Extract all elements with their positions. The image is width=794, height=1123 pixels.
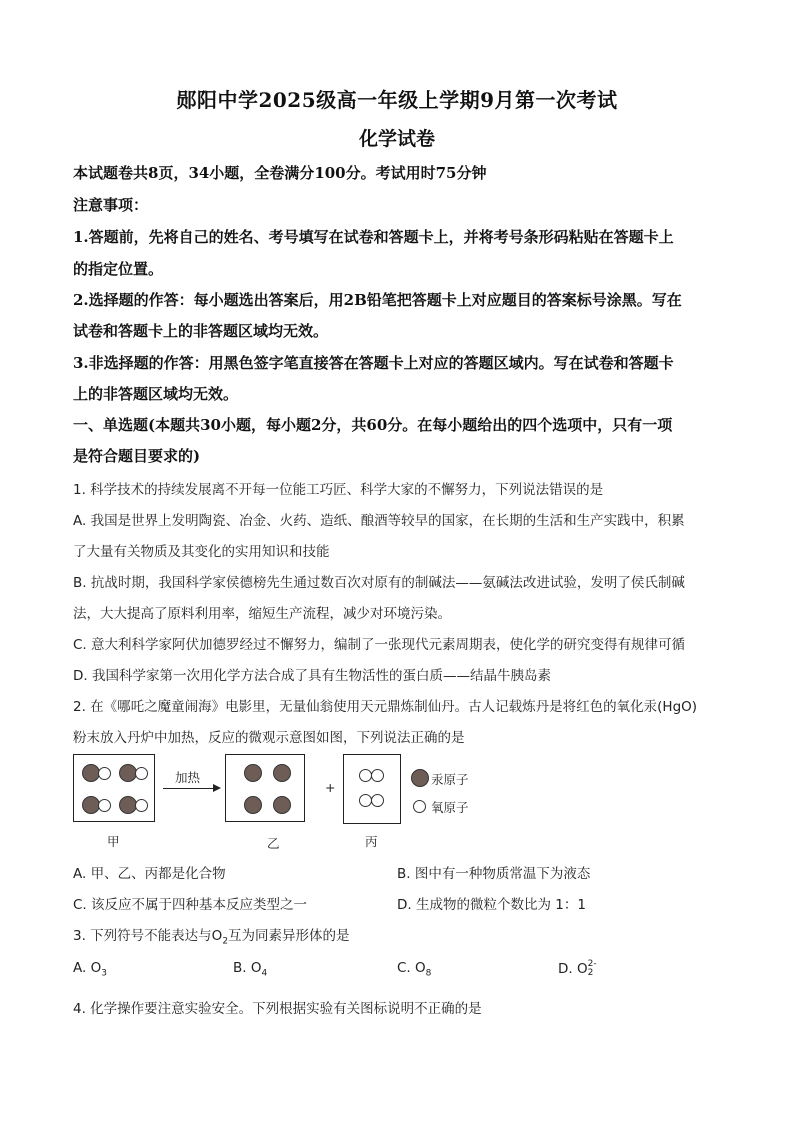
legend-o-icon (413, 800, 426, 813)
caption-bing: 丙 (365, 834, 378, 849)
notice-3-cont: 上的非答题区域均无效。 (73, 385, 239, 403)
q3-stem (73, 924, 733, 947)
legend-hg-label: 汞原子 (431, 772, 469, 787)
q3-stem-post: 互为同素异形体的是 (228, 928, 350, 944)
q1-stem: 1. 科学技术的持续发展离不开每一位能工巧匠、科学大家的不懈努力，下列说法错误的是 (73, 482, 604, 498)
q1-option-c: C. 意大利科学家阿伏加德罗经过不懈努力，编制了一张现代元素周期表，使化学的研究变得有规律可循 (73, 637, 686, 653)
notice-1: 1.答题前，先将自己的姓名、考号填写在试卷和答题卡上，并将考号条形码粘贴在答题卡上 (73, 228, 674, 246)
q2-option-b: B. 图中有一种物质常温下为液态 (397, 866, 591, 882)
exam-title: 郧阳中学2025级高一年级上学期9月第一次考试 (176, 88, 618, 112)
box-jia (73, 754, 155, 822)
q1-option-d: D. 我国科学家第一次用化学方法合成了具有生物活性的蛋白质——结晶牛胰岛素 (73, 668, 551, 684)
hg-atom-icon (273, 796, 291, 814)
caption-jia: 甲 (107, 834, 120, 849)
q3-stem-pre: 3. 下列符号不能表达与O (73, 928, 223, 944)
hg-atom-icon (273, 764, 291, 782)
o-atom-icon (98, 767, 111, 780)
q3-option-b (233, 960, 267, 979)
legend-hg-icon (411, 769, 429, 787)
o-atom-icon (135, 799, 148, 812)
intro-text: 本试题卷共8页，34小题，全卷满分100分。考试用时75分钟 (73, 164, 487, 182)
q2-stem-cont: 粉末放入丹炉中加热，反应的微观示意图如图，下列说法正确的是 (73, 730, 465, 746)
o-atom-icon (135, 767, 148, 780)
q3-stem-sub: 2 (222, 936, 229, 947)
arrow-line (163, 788, 213, 789)
notice-2-cont: 试卷和答题卡上的非答题区域均无效。 (73, 322, 329, 340)
q2-option-c: C. 该反应不属于四种基本反应类型之一 (73, 897, 308, 913)
notice-2: 2.选择题的作答：每小题选出答案后，用2B铅笔把答题卡上对应题目的答案标号涂黑。写在 (73, 291, 682, 309)
reaction-diagram (73, 752, 493, 852)
q2-option-d: D. 生成物的微粒个数比为 1：1 (397, 897, 586, 913)
q2-stem: 2. 在《哪吒之魔童闹海》电影里，无量仙翁使用天元鼎炼制仙丹。古人记载炼丹是将红色的氧化汞(HgO) (73, 699, 698, 715)
plus-sign: + (325, 780, 336, 795)
q3-option-a (73, 960, 107, 979)
exam-subtitle: 化学试卷 (358, 128, 435, 150)
q3-a-sub: 3 (101, 968, 107, 979)
section-heading-cont: 是符合题目要求的) (73, 447, 201, 465)
o-atom-icon (371, 794, 384, 807)
legend-o-label: 氧原子 (431, 800, 469, 815)
q3-d-text: D. O (558, 961, 588, 977)
q1-option-b: B. 抗战时期，我国科学家侯德榜先生通过数百次对原有的制碱法——氨碱法改进试验，发明了侯氏制碱 (73, 575, 685, 591)
o-atom-icon (98, 799, 111, 812)
box-bing (343, 754, 401, 824)
notice-1-cont: 的指定位置。 (73, 260, 164, 278)
q3-a-text: A. O (73, 960, 102, 976)
q3-c-text: C. O (397, 960, 426, 976)
q3-c-sub: 8 (425, 968, 432, 979)
notice-3: 3.非选择题的作答：用黑色签字笔直接答在答题卡上对应的答题区域内。写在试卷和答题卡 (73, 354, 674, 372)
q3-b-text: B. O (233, 960, 262, 976)
q3-d-sup: 2- (587, 959, 597, 969)
arrow-label: 加热 (175, 770, 201, 785)
section-heading: 一、单选题(本题共30小题，每小题2分，共60分。在每小题给出的四个选项中，只有一项 (73, 416, 673, 434)
q3-option-c (397, 960, 431, 979)
q1-option-a-cont: 了大量有关物质及其变化的实用知识和技能 (73, 544, 330, 560)
q1-option-b-cont: 法，大大提高了原料利用率，缩短生产流程，减少对环境污染。 (73, 606, 451, 622)
q3-b-sub: 4 (261, 968, 268, 979)
q3-d-sub: 2 (587, 968, 594, 978)
box-yi (225, 754, 305, 822)
q1-option-a: A. 我国是世界上发明陶瓷、冶金、火药、造纸、酿酒等较早的国家，在长期的生活和生产实践中，积累 (73, 513, 685, 529)
hg-atom-icon (244, 764, 262, 782)
hg-atom-icon (244, 796, 262, 814)
q2-option-a: A. 甲、乙、丙都是化合物 (73, 866, 226, 882)
caption-yi: 乙 (267, 836, 280, 851)
o-atom-icon (371, 769, 384, 782)
arrow-head-icon (213, 784, 221, 792)
notice-heading: 注意事项： (73, 196, 149, 214)
q3-option-d (558, 960, 597, 978)
q4-stem: 4. 化学操作要注意实验安全。下列根据实验有关图标说明不正确的是 (73, 1001, 482, 1017)
